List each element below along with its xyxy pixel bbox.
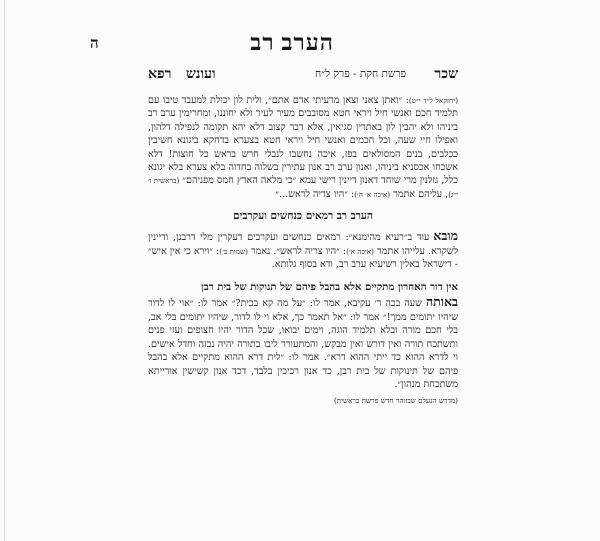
text-column <box>148 66 458 405</box>
lead-word: באותה <box>425 294 458 310</box>
paragraph-muva <box>148 229 458 271</box>
topic-refa: רפא <box>148 66 172 82</box>
paragraph-text: עוד ב״רעיא מהימנא״: רמאים כנחשים ועקרבים דעקרין מלי דרבנן, ודיינין לשקרא. עלייהו אתמר <box>148 232 458 257</box>
section-heading: אין דור האחרון מתקיים אלא בהבל פיהם של תנוקות של בית רבן <box>201 281 458 294</box>
source-citation: (מדרש הנעלם שבזוהר חדש פרשת בראשית) <box>333 396 458 406</box>
paragraph-text: : ״היו צריה לראש״. נאמר <box>250 245 347 257</box>
lead-word: מובא <box>433 228 458 244</box>
topic-sachar: שכר <box>434 66 458 82</box>
paragraph-beota <box>148 295 458 391</box>
paragraph-text: שעה בכה ר׳ עקיבא, אמר לו: ״על מה קא בכית?״ אמר לו: ״אוי לו לדור שיהיו יתומים ממך!״ אמר לו: ״אל תאמר כך, אלא וי לו לדור, שיהיו יתומים בלי אב, בלי חכם מורה ובלא תלמיד הוגה, וימים יבואו, שכל הדור יהיו חצופים ועזי פנים ותשתכח תורה ואין דורש ואין מבקש, והמתעורר ליבו בתורה יהיה נבזה וחדל אישים. וי לדרא ההוא כד ייתי ההוא דרא״. אמר לו: ״לית דרא ההוא מתקיים אלא בהבל פיהם של תינוקות של בית רבן, כד אנון רכיכין בלבד, דכד אנון קשישין אורייתא משתכחת מנהון״. <box>148 298 458 390</box>
paragraph-text: : ״וירא כי אין איש״ - דישראל באלין רשיעיא ערב רב, ודא בסוף גלותא. <box>148 245 458 271</box>
citation: (שמות ב׳) <box>219 246 248 256</box>
paragraph-erev-rav <box>148 94 458 201</box>
topic-veonesh: ועונש <box>186 66 216 82</box>
paragraph-text: : ״ואתן צאני וצאן מרעיתי אדם אתם״, ולית לון יכולת למעבד טיבו עם תלמיד חכם ואנשי חיל ויראי חטא מסובבים מעיר לעיר ולא יחוננו, ומחרימין ערב רב ביניהו ולא יהבין לון באתרין סגיאין, אלא דבר קצוב דלא יהא תקומה לנפילה דלהון, ואפילו חיי שעה, וכל חכמים ואנשי חיל ויראי חטא בצערא בדחקא ביגונא חשיבין ככלבים, בנים המסולאים בפז, איכה נחשבו לנבלי חרש בראש כל חוצות! דלא אשכחו אכסניא ביניהו, ואנון ערב רב אנון עתירין בשלוה בחדוה בלא צערא בלא יגונא כלל, גזלנין מרי שוחד דאנון דיינין רישי עמא ״כי מלאה הארץ חמס מפניהם״ <box>148 95 458 187</box>
section-heading: הערב רב רמאים כנחשים ועקרבים <box>233 210 373 223</box>
paragraph-text: : ״היו צריה לראש...״ <box>275 188 355 200</box>
paragraph-text: , עליהם אתמר <box>393 188 449 200</box>
page-number: ה <box>90 34 99 52</box>
citation: (איכה א׳ ה׳) <box>354 189 391 199</box>
citation: (איכה א׳) <box>346 246 374 256</box>
citation: (יחזקאל ל״ד י״ט) <box>408 96 458 105</box>
topic-line <box>148 66 458 84</box>
citation: (בראשית ו׳ י״ג) <box>148 176 458 199</box>
topic-parasha: פרשת חקת - פרק ל״ח <box>314 68 406 80</box>
running-head <box>90 30 520 58</box>
scan-edge-line <box>4 0 5 541</box>
book-title: הערב רב <box>250 30 334 55</box>
